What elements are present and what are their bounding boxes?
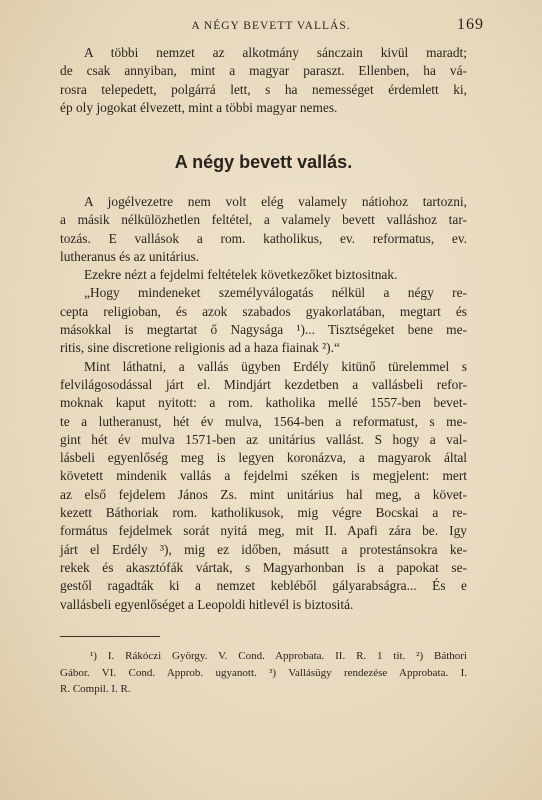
text-line: az első fejdelem János Zs. mint unitárius hal meg, a követ- [60, 486, 467, 502]
text-line: ép oly jogokat élvezett, mint a többi magyar nemes. [60, 99, 338, 115]
footnote-divider [60, 636, 160, 637]
running-head-title: A NÉGY BEVETT VALLÁS. [191, 20, 351, 32]
text-line: rosra telepedett, polgárrá lett, s ha nemességet érdemlett ki, [60, 81, 467, 97]
text-line: moknak kaput nyitott: a rom. katholika mellé 1557-ben bevet- [60, 395, 467, 411]
text-line: felvilágosodással járt el. Mindjárt kezdetben a vallásbeli refor- [60, 376, 467, 392]
footnote-line: R. Compil. I. R. [60, 683, 131, 695]
text-line: formátus fejdelmek sorát nyitá meg, mit II. Apafi zára be. Igy [60, 523, 467, 539]
text-line: te a lutheranust, hét év mulva, 1564-ben a reformatust, s me- [60, 413, 467, 429]
text-line: lutheranus és az unitárius. [60, 248, 200, 264]
footnotes [60, 648, 467, 698]
text-line: a másik nélkülözhetlen feltétel, a valamely bevett valláshoz tar- [60, 212, 467, 228]
text-line: „Hogy mindeneket személyválogatás nélkül a négy re- [84, 285, 467, 301]
text-line: vallásbeli egyenlőséget a Leopoldi hitlevél is biztositá. [60, 596, 354, 612]
running-head [60, 16, 482, 38]
section-body [60, 193, 467, 614]
text-line: rekek és akasztófák vártak, s Magyarhonban is a papokat se- [60, 559, 467, 575]
text-line: tozás. E vallások a rom. katholikus, ev. reformatus, ev. [60, 230, 467, 246]
text-line: járt el Erdély ³), mig ez időben, másutt a protestánsokra ke- [60, 541, 467, 557]
text-line: lásbeli egyenlőség meg is legyen koronázva, a magyarok által [60, 450, 467, 466]
text-line: követett mindenik vallás a fejdelmi széken is megjelent: mert [60, 468, 467, 484]
text-line: kezett Báthoriak rom. katholikusok, mig végre Bocskai a re- [60, 505, 467, 521]
text-line: A jogélvezetre nem volt elég valamely nátiohoz tartozni, [84, 194, 467, 209]
intro-paragraph [60, 44, 467, 117]
text-line: ritis, sine discretione religionis ad a haza fiainak ²).“ [60, 340, 340, 356]
text-line: de csak annyiban, mint a magyar paraszt. Ellenben, ha vá- [60, 63, 467, 79]
text-line: Ezekre nézt a fejdelmi feltételek következőket biztositnak. [84, 267, 398, 283]
footnote-line: ¹) I. Rákóczi György. V. Cond. Approbata. II. R. 1 tit. ²) Báthori [90, 650, 467, 662]
page-number: 169 [457, 16, 484, 33]
text-line: cepta religioban, és azok szabados gyakorlatában, megtart és [60, 303, 467, 319]
footnote-line: Gábor. VI. Cond. Approb. ugyanott. ³) Vallásügy rendezése Approbata. I. [60, 666, 467, 679]
text-line: gint hét év mulva 1571-ben az unitárius vallást. S hogy a val- [60, 431, 467, 447]
text-line: másokkal is megtartat ő Nagysága ¹)... Tisztségeket bene me- [60, 322, 467, 338]
text-line: Mint láthatni, a vallás ügyben Erdély kitünő türelemmel s [84, 358, 467, 374]
section-heading: A négy bevett vallás. [174, 152, 353, 172]
text-line: A többi nemzet az alkotmány sánczain kivül maradt; [84, 45, 467, 60]
text-line: gestől ragadták ki a nemzet kebléből gályarabságra... És e [60, 578, 467, 594]
